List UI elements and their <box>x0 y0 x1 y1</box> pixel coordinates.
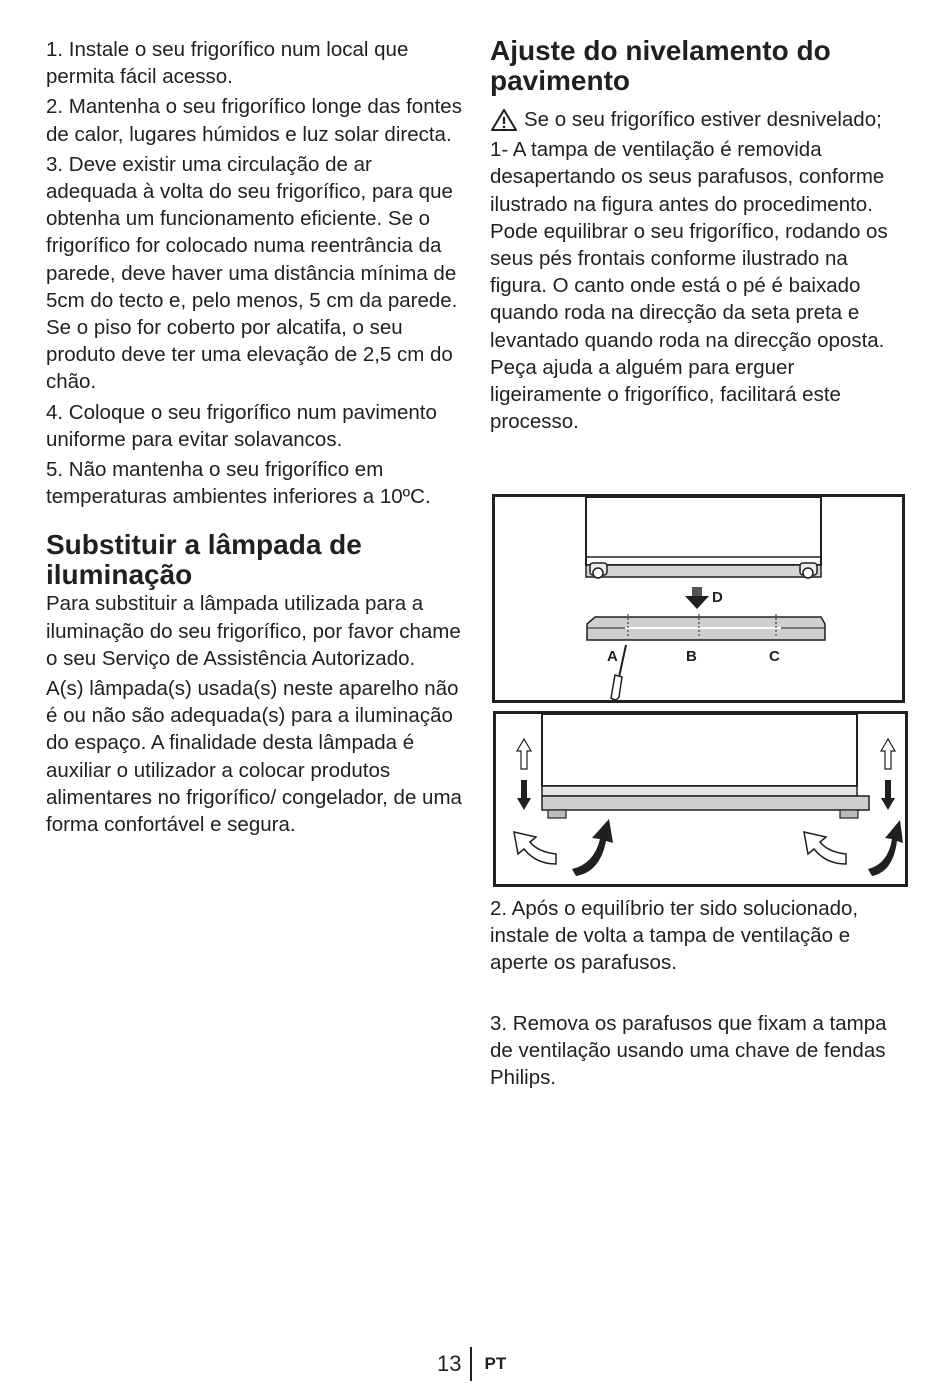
step-1-text: 1- A tampa de ventilação é removida desapertando os seus parafusos, conforme ilustrado na figura antes do procedimento. Pode equilibrar o seu frigorífico, rodando os seus pés frontais conforme ilustrado na figura. O canto onde está o pé é baixado quando roda na direcção da seta preta e levantado quando roda na direcção oposta. Peça ajuda a alguém para erguer ligeiramente o frigorífico, facilitará este processo. <box>490 138 888 434</box>
label-a: A <box>607 648 618 665</box>
rotate-right-black-arrow-icon <box>868 820 903 876</box>
list-item: 5. Não mantenha o seu frigorífico em temperaturas ambientes inferiores a 10ºC. <box>46 458 431 509</box>
vent-cover-figure <box>492 494 905 703</box>
lamp-section-heading: Substituir a lâmpada de iluminação <box>46 529 362 591</box>
fridge-base <box>586 565 821 577</box>
fridge-bottom <box>586 497 821 565</box>
list-item: 1. Instale o seu frigorífico num local que permita fácil acesso. <box>46 38 409 89</box>
foot-left-icon <box>548 810 566 818</box>
list-item: 3. Deve existir uma circulação de ar adequada à volta do seu frigorífico, para que obtenha um funcionamento eficiente. Se o frigorífico for colocado numa reentrância da parede, deve haver uma distância mínima de 5cm do tecto e, pelo menos, 5 cm da parede. Se o piso for coberto por alcatifa, o seu produto deve ter uma elevação de 2,5 cm do chão. <box>46 152 458 394</box>
fridge-base-strip <box>542 796 869 810</box>
warning-text: Se o seu frigorífico estiver desnivelado; <box>524 108 882 131</box>
page-number: 13 <box>437 1351 462 1376</box>
warning-line <box>490 106 910 133</box>
lamp-paragraph-2: A(s) lâmpada(s) usada(s) neste aparelho não é ou não são adequada(s) para a iluminação do espaço. A finalidade desta lâmpada é auxiliar o utilizador a colocar produtos alimentares no frigorífico/ congelador, de uma forma confortável e segura. <box>46 677 462 837</box>
leveling-figure <box>493 711 908 887</box>
lamp-paragraph-1: Para substituir a lâmpada utilizada para a iluminação do seu frigorífico, por favor chame o seu Serviço de Assistência Autorizado. <box>46 592 461 670</box>
footer-divider <box>470 1347 472 1381</box>
left-column <box>46 36 466 838</box>
rotate-left-outline-arrow-icon <box>514 832 556 864</box>
vent-cover <box>587 617 825 640</box>
list-item: 4. Coloque o seu frigorífico num pavimento uniforme para evitar solavancos. <box>46 400 437 451</box>
step-3-text: 3. Remova os parafusos que fixam a tampa de ventilação usando uma chave de fendas Philips. <box>490 1012 887 1090</box>
arrow-up-down-right-icon <box>881 739 895 810</box>
warning-triangle-icon <box>490 108 518 132</box>
rotate-right-outline-arrow-icon <box>804 832 846 864</box>
leveling-section-heading: Ajuste do nivelamento do pavimento <box>490 35 831 96</box>
arrow-up-down-left-icon <box>517 739 531 810</box>
fridge-side-view <box>542 714 857 786</box>
label-b: B <box>686 648 697 665</box>
right-column <box>490 36 910 435</box>
label-d: D <box>712 589 723 606</box>
rotate-left-black-arrow-icon <box>572 819 613 876</box>
arrow-down-d-icon <box>685 587 709 609</box>
page-footer <box>437 1346 506 1382</box>
foot-right-icon <box>840 810 858 818</box>
list-item: 2. Mantenha o seu frigorífico longe das fontes de calor, lugares húmidos e luz solar directa. <box>46 95 462 146</box>
language-code: PT <box>484 1354 507 1373</box>
step-2-text: 2. Após o equilíbrio ter sido solucionado, instale de volta a tampa de ventilação e aperte os parafusos. <box>490 897 859 975</box>
label-c: C <box>769 648 780 665</box>
